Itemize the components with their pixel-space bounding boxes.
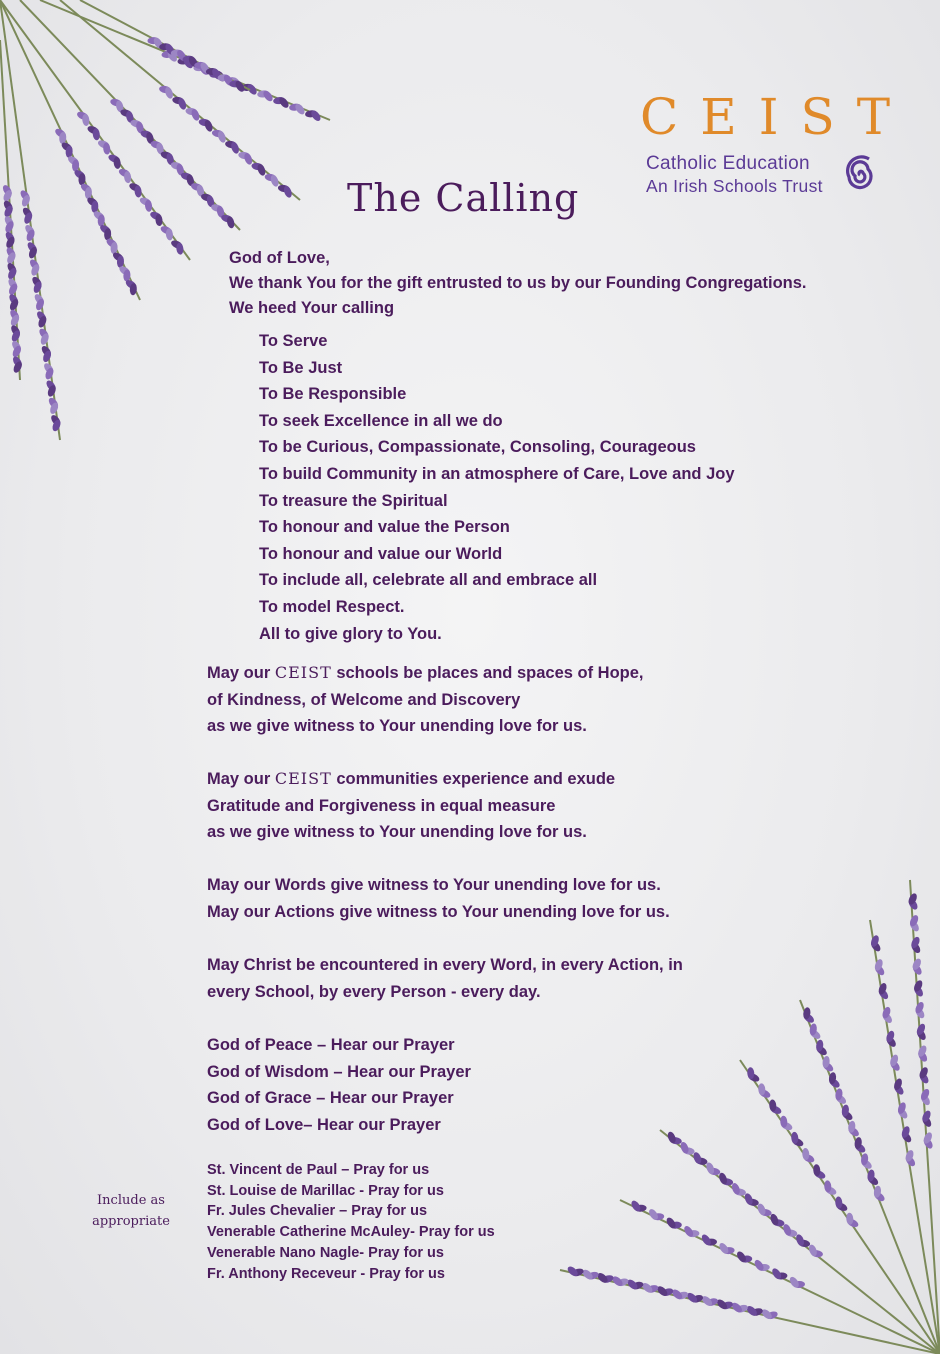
text-line: To include all, celebrate all and embrace all <box>259 571 598 590</box>
lavender-bottom-right-decoration <box>540 860 940 1354</box>
saints-list <box>207 1160 495 1284</box>
text-line: of Kindness, of Welcome and Discovery <box>207 690 521 709</box>
text-line: To Be Responsible <box>259 385 407 404</box>
text: May our <box>207 664 275 682</box>
text-line: as we give witness to Your unending love for us. <box>207 823 587 841</box>
spiral-logo-icon <box>842 154 878 194</box>
text-line: Venerable Nano Nagle- Pray for us <box>207 1244 444 1261</box>
text-line: as we give witness to Your unending love for us. <box>207 717 587 735</box>
text: May our <box>207 770 275 788</box>
ceist-brand: CEIST <box>274 663 332 682</box>
text-line: God of Love, <box>229 249 330 267</box>
paragraph-schools <box>207 660 644 740</box>
prayers-list <box>207 1032 471 1138</box>
text-line: Fr. Jules Chevalier – Pray for us <box>207 1203 428 1220</box>
text-line: To Be Just <box>259 358 343 377</box>
text-line: To treasure the Spiritual <box>259 491 448 510</box>
text-line: To Serve <box>259 332 328 350</box>
text-line: We thank You for the gift entrusted to us by our Founding Congregations. <box>229 274 807 292</box>
text: communities experience and exude <box>331 770 616 788</box>
text-line: To model Respect. <box>259 597 405 616</box>
logo-subtitle-2: An Irish Schools Trust <box>646 176 823 196</box>
logo-subtitle-1: Catholic Education <box>646 153 810 174</box>
text-line: God of Wisdom – Hear our Prayer <box>207 1062 471 1081</box>
text: schools be places and spaces of Hope, <box>331 664 644 682</box>
text-line: We heed Your calling <box>229 299 395 317</box>
text-line: May our Actions give witness to Your unending love for us. <box>207 902 670 921</box>
text-line: May Christ be encountered in every Word, in every Action, in <box>207 956 683 974</box>
include-note: Include as appropriate <box>92 1193 170 1229</box>
text-line: To seek Excellence in all we do <box>259 411 503 430</box>
paragraph-communities <box>207 766 615 846</box>
text-line: God of Peace – Hear our Prayer <box>207 1036 455 1054</box>
text-line: Fr. Anthony Receveur - Pray for us <box>207 1265 445 1282</box>
intro-block <box>229 246 806 321</box>
text-line: To honour and value the Person <box>259 518 510 537</box>
text-line: Venerable Catherine McAuley- Pray for us <box>207 1224 495 1241</box>
paragraph-christ <box>207 952 683 1006</box>
callings-list <box>259 328 735 647</box>
text-line: St. Vincent de Paul – Pray for us <box>207 1162 430 1178</box>
page-title: The Calling <box>347 176 580 220</box>
ceist-brand: CEIST <box>274 769 332 788</box>
text-line: To honour and value our World <box>259 544 503 563</box>
text-line: May our Words give witness to Your unending love for us. <box>207 876 661 894</box>
ceist-logo: CEIST <box>640 88 913 146</box>
text-line: every School, by every Person - every day. <box>207 982 541 1001</box>
text-line: God of Grace – Hear our Prayer <box>207 1089 454 1107</box>
text-line: All to give glory to You. <box>259 624 442 643</box>
text-line: God of Love– Hear our Prayer <box>207 1115 441 1134</box>
text-line: To be Curious, Compassionate, Consoling, Courageous <box>259 438 696 457</box>
paragraph-words-actions <box>207 872 670 926</box>
text-line: Gratitude and Forgiveness in equal measure <box>207 796 556 815</box>
text-line: To build Community in an atmosphere of Care, Love and Joy <box>259 464 735 483</box>
text-line: St. Louise de Marillac - Pray for us <box>207 1182 444 1199</box>
